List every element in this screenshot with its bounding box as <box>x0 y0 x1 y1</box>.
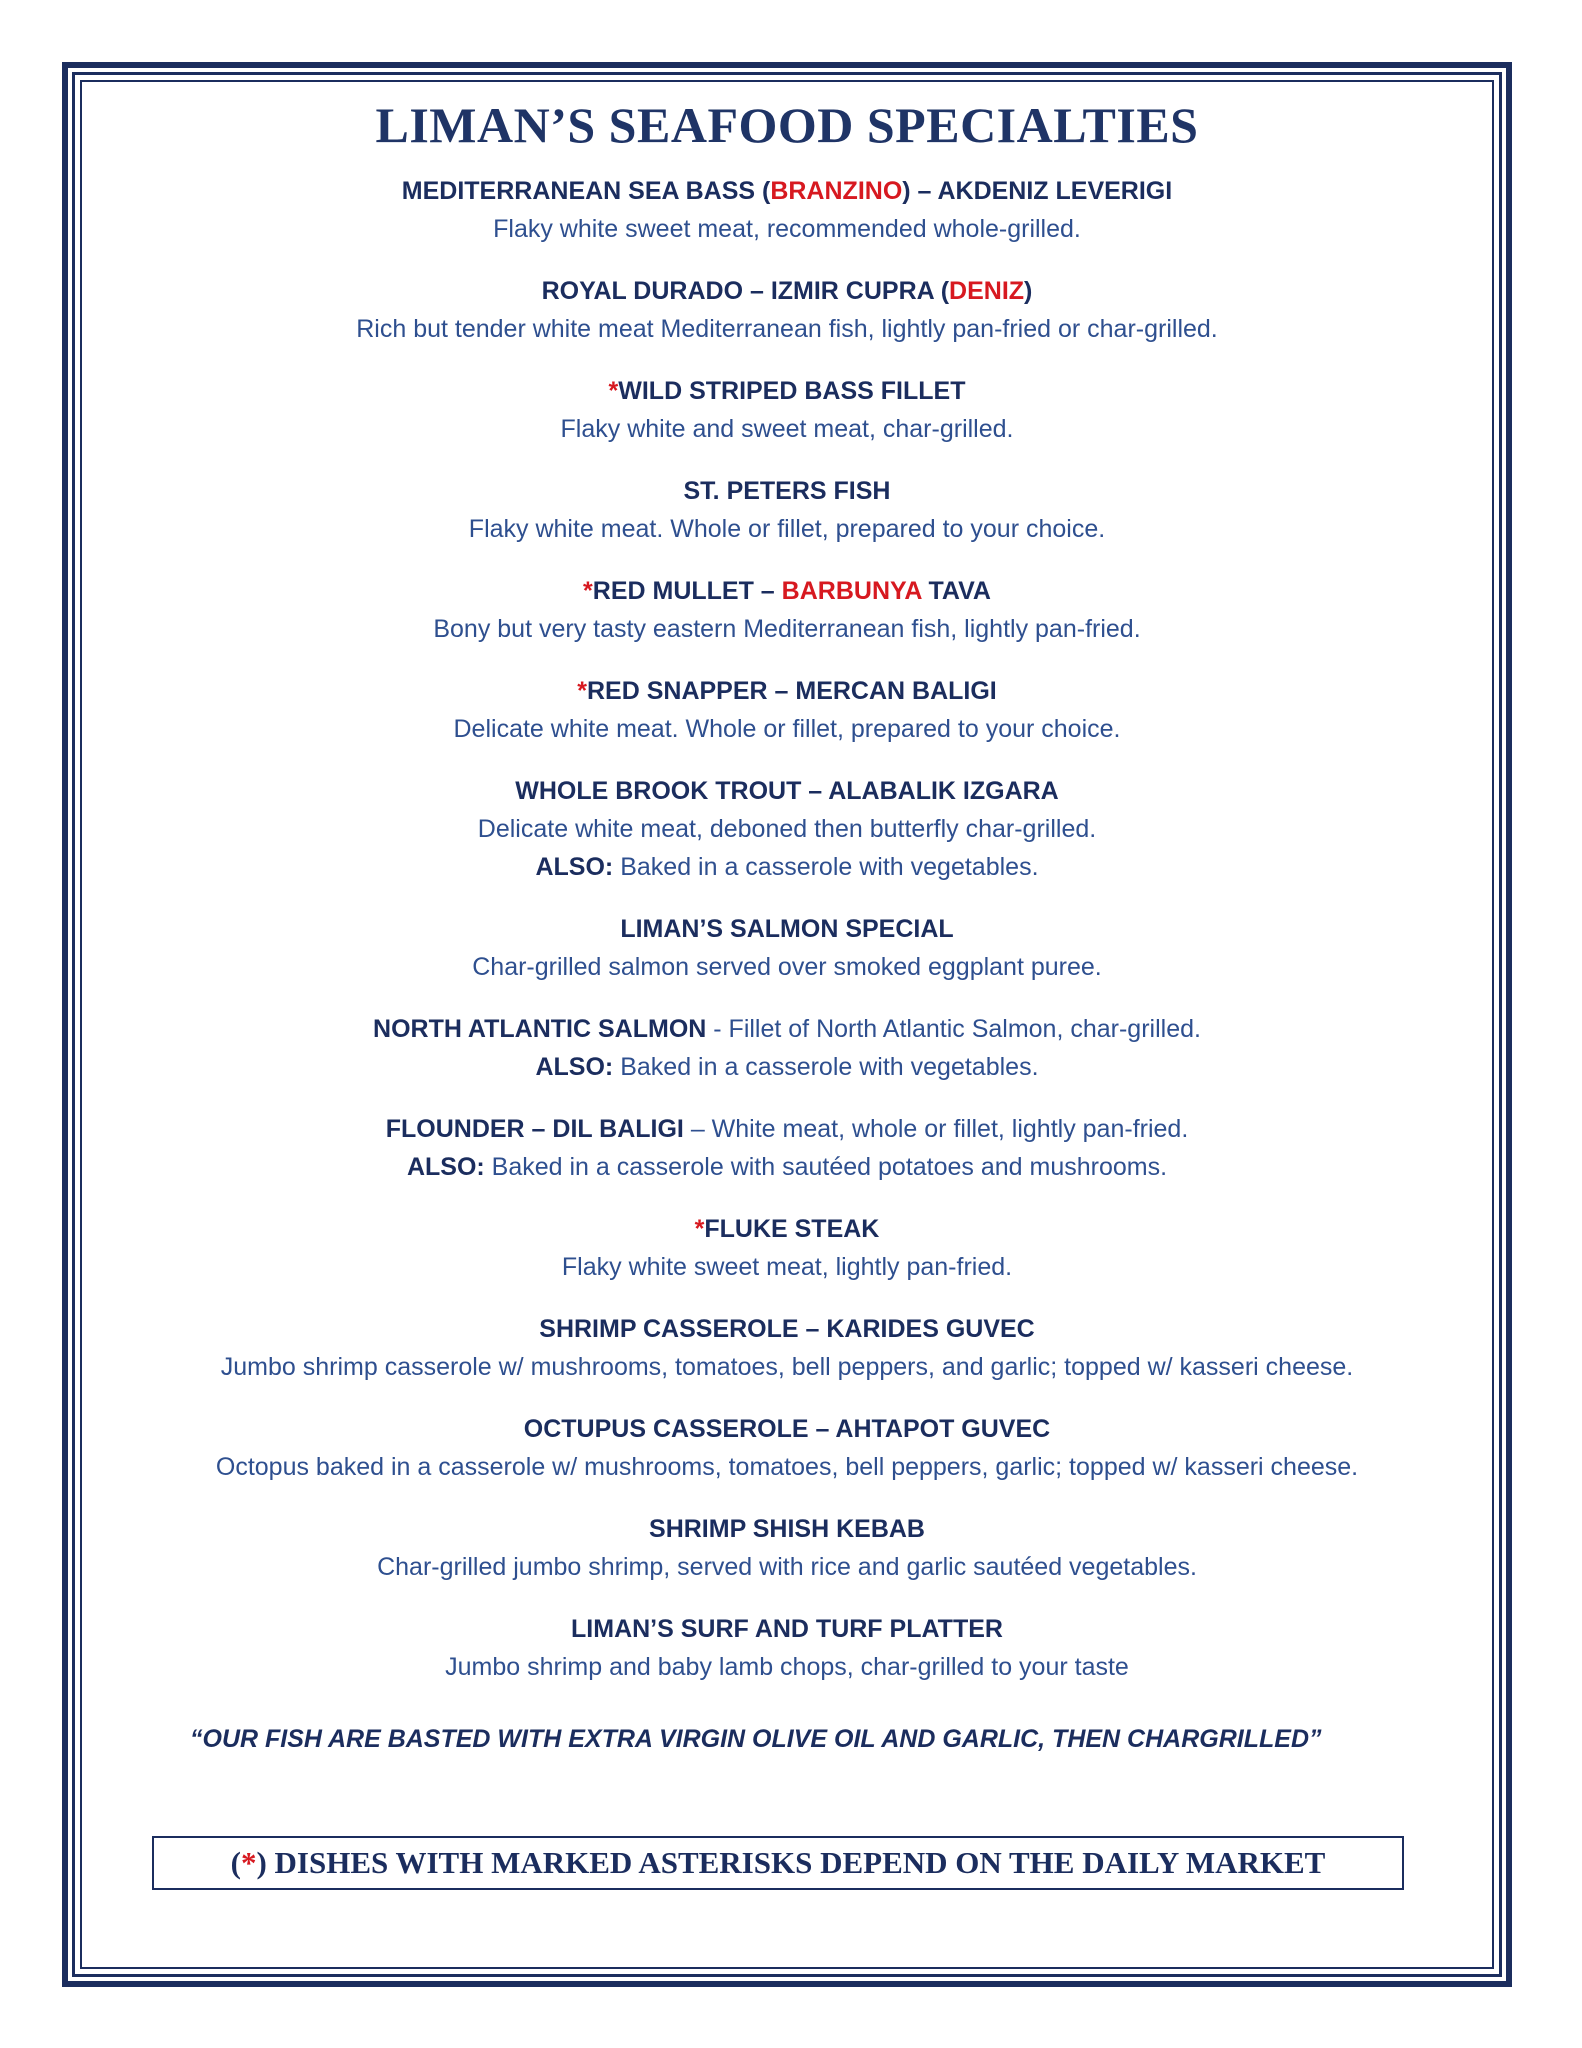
menu-item <box>100 772 1474 886</box>
menu-title: LIMAN’S SEAFOOD SPECIALTIES <box>375 97 1199 153</box>
menu-item <box>100 910 1474 986</box>
dish-description: - Fillet of North Atlantic Salmon, char-grilled. <box>706 1015 1201 1043</box>
highlight-text: DENIZ <box>949 277 1025 305</box>
menu-item-list <box>100 172 1474 1686</box>
description-text: Flaky white meat. Whole or fillet, prepared to your choice. <box>468 515 1106 543</box>
menu-item-description <box>100 510 1474 548</box>
highlight-text: * <box>694 1215 705 1243</box>
menu-item-heading <box>100 910 1474 948</box>
menu-content <box>100 96 1474 1710</box>
menu-item-description <box>100 948 1474 986</box>
menu-item-description <box>100 710 1474 748</box>
description-text: Char-grilled salmon served over smoked eggplant puree. <box>472 953 1102 981</box>
description-text: Baked in a casserole with vegetables. <box>613 853 1039 881</box>
description-text: Baked in a casserole with vegetables. <box>613 1053 1039 1081</box>
menu-item <box>100 472 1474 548</box>
dish-name: ROYAL DURADO – IZMIR CUPRA ( <box>541 277 950 305</box>
dish-name: LIMAN’S SALMON SPECIAL <box>620 915 954 943</box>
menu-item-description <box>100 1448 1474 1486</box>
menu-item <box>100 172 1474 248</box>
menu-item-description <box>100 1148 1474 1186</box>
menu-item <box>100 1210 1474 1286</box>
also-label: ALSO: <box>535 1053 614 1081</box>
highlight-text: * <box>608 377 619 405</box>
description-text: Delicate white meat, deboned then butterfly char-grilled. <box>477 815 1097 843</box>
note-open-paren: ( <box>230 1845 241 1880</box>
highlight-text: * <box>583 577 593 605</box>
menu-item-heading <box>100 572 1474 610</box>
menu-item-heading <box>100 772 1474 810</box>
description-text: Flaky white and sweet meat, char-grilled. <box>560 415 1014 443</box>
menu-item-heading <box>100 372 1474 410</box>
menu-item-heading <box>100 1110 1474 1148</box>
menu-item-heading <box>100 1210 1474 1248</box>
menu-item-heading <box>100 1310 1474 1348</box>
description-text: Char-grilled jumbo shrimp, served with rice and garlic sautéed vegetables. <box>377 1553 1197 1581</box>
dish-name: ) <box>1024 277 1033 305</box>
menu-item-heading <box>100 272 1474 310</box>
menu-item <box>100 1410 1474 1486</box>
dish-name: SHRIMP CASSEROLE – KARIDES GUVEC <box>539 1315 1035 1343</box>
menu-item-description <box>100 410 1474 448</box>
dish-name: ) – AKDENIZ LEVERIGI <box>902 177 1173 205</box>
menu-item-heading <box>100 472 1474 510</box>
dish-description: – White meat, whole or fillet, lightly pan-fried. <box>683 1115 1189 1143</box>
menu-item-description <box>100 210 1474 248</box>
menu-item <box>100 372 1474 448</box>
dish-name: TAVA <box>921 577 991 605</box>
also-label: ALSO: <box>535 853 614 881</box>
menu-item <box>100 672 1474 748</box>
dish-name: RED MULLET – <box>592 577 782 605</box>
menu-item-description <box>100 1348 1474 1386</box>
menu-item-description <box>100 610 1474 648</box>
menu-item <box>100 1610 1474 1686</box>
description-text: Flaky white sweet meat, lightly pan-fried. <box>561 1253 1013 1281</box>
dish-name: FLUKE STEAK <box>704 1215 880 1243</box>
market-note-box <box>152 1836 1404 1890</box>
menu-item-heading <box>100 1510 1474 1548</box>
menu-item-description <box>100 1548 1474 1586</box>
description-text: Octopus baked in a casserole w/ mushrooms, tomatoes, bell peppers, garlic; topped w/ kasseri cheese. <box>215 1453 1359 1481</box>
dish-name: SHRIMP SHISH KEBAB <box>649 1515 925 1543</box>
menu-item <box>100 272 1474 348</box>
dish-name: WILD STRIPED BASS FILLET <box>618 377 966 405</box>
menu-item <box>100 1110 1474 1186</box>
description-text: Bony but very tasty eastern Mediterranean fish, lightly pan-fried. <box>433 615 1141 643</box>
menu-item-description <box>100 848 1474 886</box>
menu-item-heading <box>100 1610 1474 1648</box>
description-text: Delicate white meat. Whole or fillet, prepared to your choice. <box>453 715 1121 743</box>
menu-item <box>100 1510 1474 1586</box>
dish-name: RED SNAPPER – MERCAN BALIGI <box>586 677 997 705</box>
highlight-text: BRANZINO <box>770 177 903 205</box>
dish-name: WHOLE BROOK TROUT – ALABALIK IZGARA <box>515 777 1059 805</box>
menu-item-heading <box>100 1010 1474 1048</box>
dish-name: OCTUPUS CASSEROLE – AHTAPOT GUVEC <box>523 1415 1051 1443</box>
menu-item-heading <box>100 672 1474 710</box>
menu-item-description <box>100 310 1474 348</box>
menu-item-heading <box>100 172 1474 210</box>
also-label: ALSO: <box>406 1153 485 1181</box>
cooking-note-quote: “OUR FISH ARE BASTED WITH EXTRA VIRGIN OLIVE OIL AND GARLIC, THEN CHARGRILLED” <box>190 1725 1322 1753</box>
dish-name: MEDITERRANEAN SEA BASS ( <box>401 177 771 205</box>
menu-item <box>100 1010 1474 1086</box>
menu-item <box>100 1310 1474 1386</box>
highlight-text: BARBUNYA <box>781 577 922 605</box>
dish-name: FLOUNDER – DIL BALIGI <box>385 1115 684 1143</box>
dish-name: NORTH ATLANTIC SALMON <box>373 1015 707 1043</box>
description-text: Jumbo shrimp and baby lamb chops, char-grilled to your taste <box>445 1653 1129 1681</box>
dish-name: LIMAN’S SURF AND TURF PLATTER <box>571 1615 1003 1643</box>
menu-item-description <box>100 1248 1474 1286</box>
note-text: DISHES WITH MARKED ASTERISKS DEPEND ON THE DAILY MARKET <box>266 1845 1326 1880</box>
menu-item-description <box>100 810 1474 848</box>
note-close-paren: ) <box>256 1845 267 1880</box>
menu-item <box>100 572 1474 648</box>
dish-name: ST. PETERS FISH <box>683 477 891 505</box>
menu-item-heading <box>100 1410 1474 1448</box>
menu-item-description <box>100 1048 1474 1086</box>
menu-item-description <box>100 1648 1474 1686</box>
description-text: Flaky white sweet meat, recommended whole-grilled. <box>493 215 1081 243</box>
description-text: Jumbo shrimp casserole w/ mushrooms, tomatoes, bell peppers, and garlic; topped w/ kasseri cheese. <box>220 1353 1354 1381</box>
description-text: Baked in a casserole with sautéed potatoes and mushrooms. <box>484 1153 1168 1181</box>
highlight-text: * <box>577 677 587 705</box>
description-text: Rich but tender white meat Mediterranean fish, lightly pan-fried or char-grilled. <box>356 315 1218 343</box>
note-asterisk: * <box>240 1845 257 1880</box>
